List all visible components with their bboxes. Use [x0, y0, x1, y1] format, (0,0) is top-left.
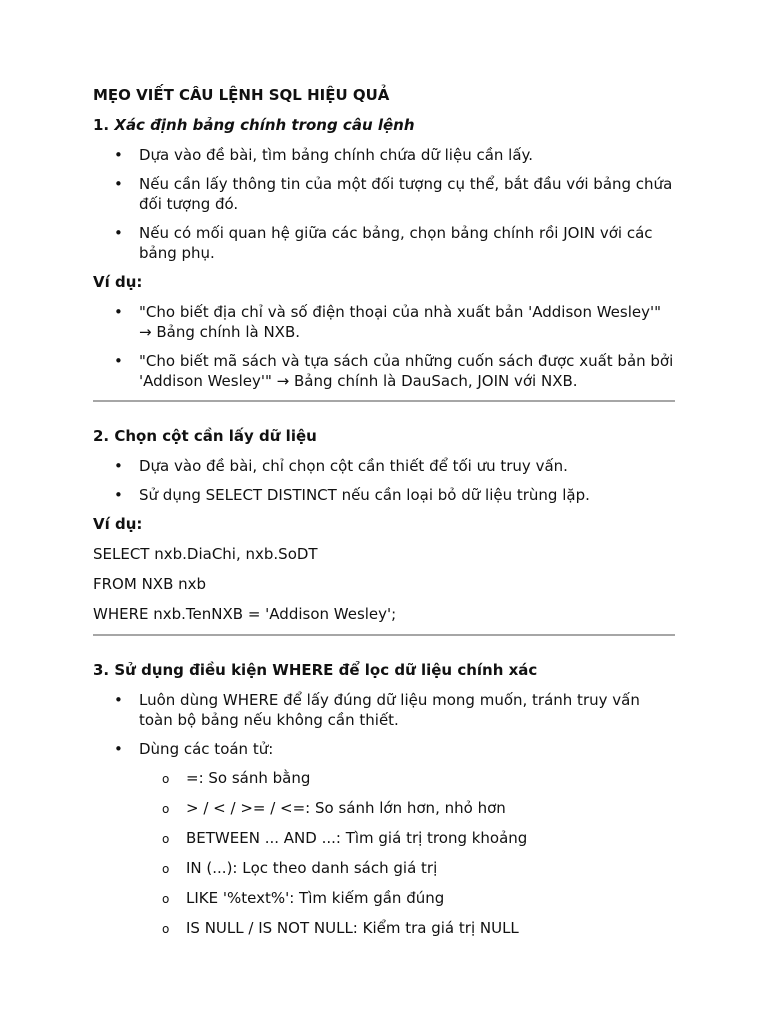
code-line: WHERE nxb.TenNXB = 'Addison Wesley'; [93, 605, 397, 623]
operator-item: o LIKE '%text%': Tìm kiếm gần đúng [139, 888, 675, 908]
section-1-bullets [93, 145, 675, 263]
list-item [93, 739, 675, 938]
document-title: MẸO VIẾT CÂU LỆNH SQL HIỆU QUẢ [93, 86, 390, 104]
section-2-number: 2. [93, 427, 110, 445]
list-item: • "Cho biết địa chỉ và số điện thoại của nhà xuất bản 'Addison Wesley'" → Bảng chính là NXB. [93, 302, 675, 342]
list-item: • "Cho biết mã sách và tựa sách của những cuốn sách được xuất bản bởi 'Addison Wesley'" → Bảng chính là DauSach, JOIN với NXB. [93, 351, 675, 391]
section-3-number: 3. [93, 661, 110, 679]
list-item: • Dựa vào đề bài, tìm bảng chính chứa dữ liệu cần lấy. [93, 145, 675, 165]
section-1-examples [93, 302, 675, 391]
operator-list [139, 768, 675, 938]
list-item: • Dựa vào đề bài, chỉ chọn cột cần thiết để tối ưu truy vấn. [93, 456, 675, 476]
list-item: • Nếu có mối quan hệ giữa các bảng, chọn bảng chính rồi JOIN với các bảng phụ. [93, 223, 675, 263]
section-2-example-label: Ví dụ: [93, 515, 143, 533]
section-divider [93, 400, 675, 402]
section-1-heading [93, 115, 675, 135]
operator-item: o > / < / >= / <=: So sánh lớn hơn, nhỏ hơn [139, 798, 675, 818]
code-line: SELECT nxb.DiaChi, nxb.SoDT [93, 545, 318, 563]
list-item: • Luôn dùng WHERE để lấy đúng dữ liệu mong muốn, tránh truy vấn toàn bộ bảng nếu không cần thiết. [93, 690, 675, 730]
list-item: • Nếu cần lấy thông tin của một đối tượng cụ thể, bắt đầu với bảng chứa đối tượng đó. [93, 174, 675, 214]
list-item: • Sử dụng SELECT DISTINCT nếu cần loại bỏ dữ liệu trùng lặp. [93, 485, 675, 505]
section-2-heading [93, 426, 675, 446]
code-line: FROM NXB nxb [93, 575, 207, 593]
section-1-number: 1. [93, 116, 110, 134]
section-2-heading-text: Chọn cột cần lấy dữ liệu [114, 427, 317, 445]
section-1-heading-text: Xác định bảng chính trong câu lệnh [114, 116, 415, 134]
operator-item: o =: So sánh bằng [139, 768, 675, 788]
operator-item: o BETWEEN ... AND ...: Tìm giá trị trong khoảng [139, 828, 675, 848]
section-3-heading-text: Sử dụng điều kiện WHERE để lọc dữ liệu chính xác [114, 661, 538, 679]
operators-intro: Dùng các toán tử: [139, 740, 274, 758]
section-2-bullets [93, 456, 675, 505]
operator-item: o IS NULL / IS NOT NULL: Kiểm tra giá trị NULL [139, 918, 675, 938]
section-divider [93, 634, 675, 636]
operator-item: o IN (...): Lọc theo danh sách giá trị [139, 858, 675, 878]
section-3-heading [93, 660, 675, 680]
section-1-example-label: Ví dụ: [93, 273, 143, 291]
section-3-bullets [93, 690, 675, 938]
